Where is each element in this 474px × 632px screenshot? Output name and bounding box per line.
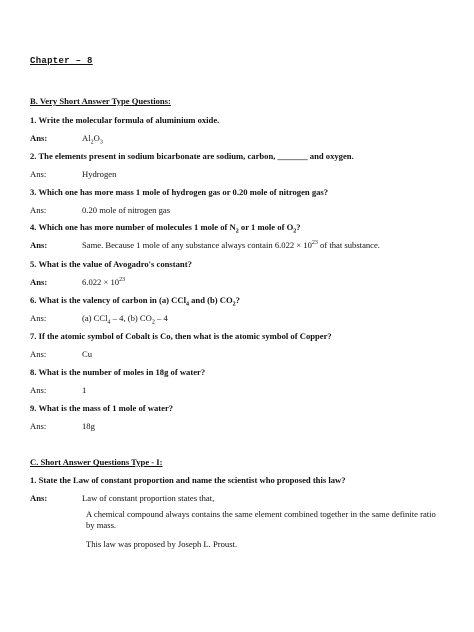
question-6: 6. What is the valency of carbon in (a) CCl$_4$ and (b) $CO_2$?	[30, 295, 240, 308]
answer-7: Ans: Cu	[30, 349, 93, 359]
answer-3: Ans: 0.20 mole of nitrogen gas	[30, 205, 171, 215]
answer-c1-proposer: This law was proposed by Joseph L. Proust.	[86, 539, 238, 549]
answer-6: Ans: (a) CCl$_4$ – 4, (b) $CO_2 - 4$	[30, 313, 168, 326]
answer-1: Ans: $Al_2O_3$	[30, 133, 103, 146]
question-4: 4. Which one has more number of molecules 1 mole of $N_2$ or 1 mole of $O_2$?	[30, 222, 301, 235]
answer-4: Ans: Same. Because 1 mole of any substance always contain $6.022 \times 10^{23}$ of that substance.	[30, 240, 380, 250]
answer-8: Ans: 1	[30, 385, 87, 395]
chapter-title: Chapter – 8	[30, 56, 93, 66]
question-2: 2. The elements present in sodium bicarbonate are sodium, carbon, _______ and oxygen.	[30, 151, 354, 161]
section-b-heading: B. Very Short Answer Type Questions:	[30, 96, 171, 106]
question-1: 1. Write the molecular formula of aluminium oxide.	[30, 115, 220, 125]
question-8: 8. What is the number of moles in 18g of water?	[30, 367, 206, 377]
answer-c1-statement: A chemical compound always contains the same element combined together in the same definite ratio by mass.	[86, 509, 436, 530]
question-c1: 1. State the Law of constant proportion and name the scientist who proposed this law?	[30, 475, 346, 485]
question-9: 9. What is the mass of 1 mole of water?	[30, 403, 174, 413]
answer-9: Ans: 18g	[30, 421, 95, 431]
answer-2: Ans: Hydrogen	[30, 169, 117, 179]
section-c-heading: C. Short Answer Questions Type - I:	[30, 457, 163, 467]
answer-5: Ans: $6.022 \times 10^{23}$	[30, 277, 126, 287]
question-3: 3. Which one has more mass 1 mole of hydrogen gas or 0.20 mole of nitrogen gas?	[30, 187, 329, 197]
question-5: 5. What is the value of Avogadro's constant?	[30, 259, 192, 269]
answer-c1: Ans: Law of constant proportion states that,	[30, 493, 215, 503]
question-7: 7. If the atomic symbol of Cobalt is Co, then what is the atomic symbol of Copper?	[30, 331, 332, 341]
